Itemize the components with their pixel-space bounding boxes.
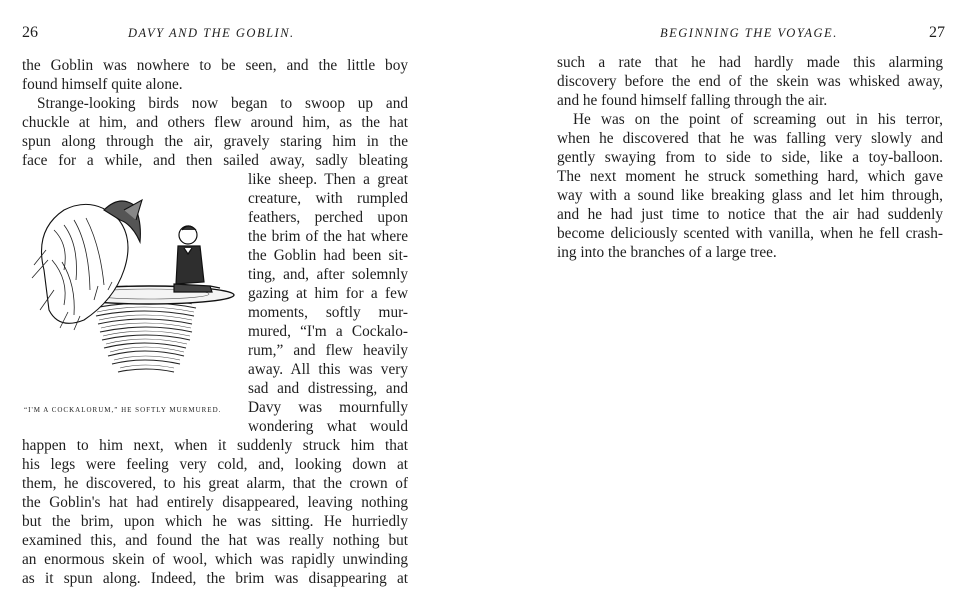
text-line: feathers, perched upon bbox=[248, 209, 408, 226]
text-line: an enormous skein of wool, which was rapidly unwinding bbox=[22, 551, 408, 568]
illustration-caption: “I'M A COCKALORUM,” HE SOFTLY MURMURED. bbox=[24, 406, 222, 414]
text-line: the Goblin was nowhere to be seen, and the little boy bbox=[22, 57, 408, 74]
text-line: Strange-looking birds now began to swoop up and bbox=[37, 95, 408, 112]
text-line: as it spun along. Indeed, the brim was disappearing at bbox=[22, 570, 408, 587]
bird-on-hat-brim-drawing bbox=[24, 190, 240, 405]
text-line: the Goblin had been sit- bbox=[248, 247, 408, 264]
text-line: chuckle at him, and others flew around him, as the hat bbox=[22, 114, 408, 131]
left-page bbox=[0, 0, 470, 610]
text-line: way with a sound like breaking glass and let him through, bbox=[557, 187, 943, 204]
text-line: gazing at him for a few bbox=[248, 285, 408, 302]
text-line: his legs were feeling very cold, and, looking down at bbox=[22, 456, 408, 473]
text-line: sad and distressing, and bbox=[248, 380, 408, 397]
text-line: ting, and, after solemnly bbox=[248, 266, 408, 283]
text-line: and he found himself falling through the air. bbox=[557, 92, 828, 109]
text-line: He was on the point of screaming out in his terror, bbox=[573, 111, 943, 128]
text-line: mured, “I'm a Cockalo- bbox=[248, 323, 408, 340]
text-line: Davy was mournfully bbox=[248, 399, 408, 416]
text-line: the brim of the hat where bbox=[248, 228, 408, 245]
text-line: creature, with rumpled bbox=[248, 190, 408, 207]
text-line: the Goblin's hat had entirely disappeared, leaving nothing bbox=[22, 494, 408, 511]
text-line: and he had just time to notice that the air had suddenly bbox=[557, 206, 943, 223]
page-number-left: 26 bbox=[22, 24, 38, 41]
running-head-right: BEGINNING THE VOYAGE. bbox=[660, 26, 838, 40]
text-line: become deliciously scented with vanilla, when he fell crash- bbox=[557, 225, 943, 242]
text-line: spun along through the air, gravely staring him in the bbox=[22, 133, 408, 150]
text-line: such a rate that he had hardly made this alarming bbox=[557, 54, 943, 71]
text-line: away. All this was very bbox=[248, 361, 408, 378]
text-line: discovery before the end of the skein was whisked away, bbox=[557, 73, 943, 90]
text-line: them, he discovered, to his great alarm, that the crown of bbox=[22, 475, 408, 492]
text-line: examined this, and found the hat was really nothing but bbox=[22, 532, 408, 549]
text-line: but the brim, upon which he was sitting. He hurriedly bbox=[22, 513, 408, 530]
page-number-right: 27 bbox=[929, 24, 945, 41]
text-line: found himself quite alone. bbox=[22, 76, 183, 93]
text-line: ing into the branches of a large tree. bbox=[557, 244, 777, 261]
text-line: happen to him next, when it suddenly struck him that bbox=[22, 437, 408, 454]
text-line: gently swaying from to side to side, like a toy-balloon. bbox=[557, 149, 943, 166]
text-line: face for a while, and then sailed away, sadly bleating bbox=[22, 152, 408, 169]
text-line: when he discovered that he was falling very slowly and bbox=[557, 130, 943, 147]
text-line: moments, softly mur- bbox=[248, 304, 408, 321]
right-page bbox=[500, 0, 970, 610]
text-line: rum,” and flew heavily bbox=[248, 342, 408, 359]
text-line: like sheep. Then a great bbox=[248, 171, 408, 188]
text-line: The next moment he struck something hard, which gave bbox=[557, 168, 943, 185]
text-line: wondering what would bbox=[248, 418, 408, 435]
running-head-left: DAVY AND THE GOBLIN. bbox=[128, 26, 295, 40]
cockalorum-illustration bbox=[24, 190, 240, 405]
